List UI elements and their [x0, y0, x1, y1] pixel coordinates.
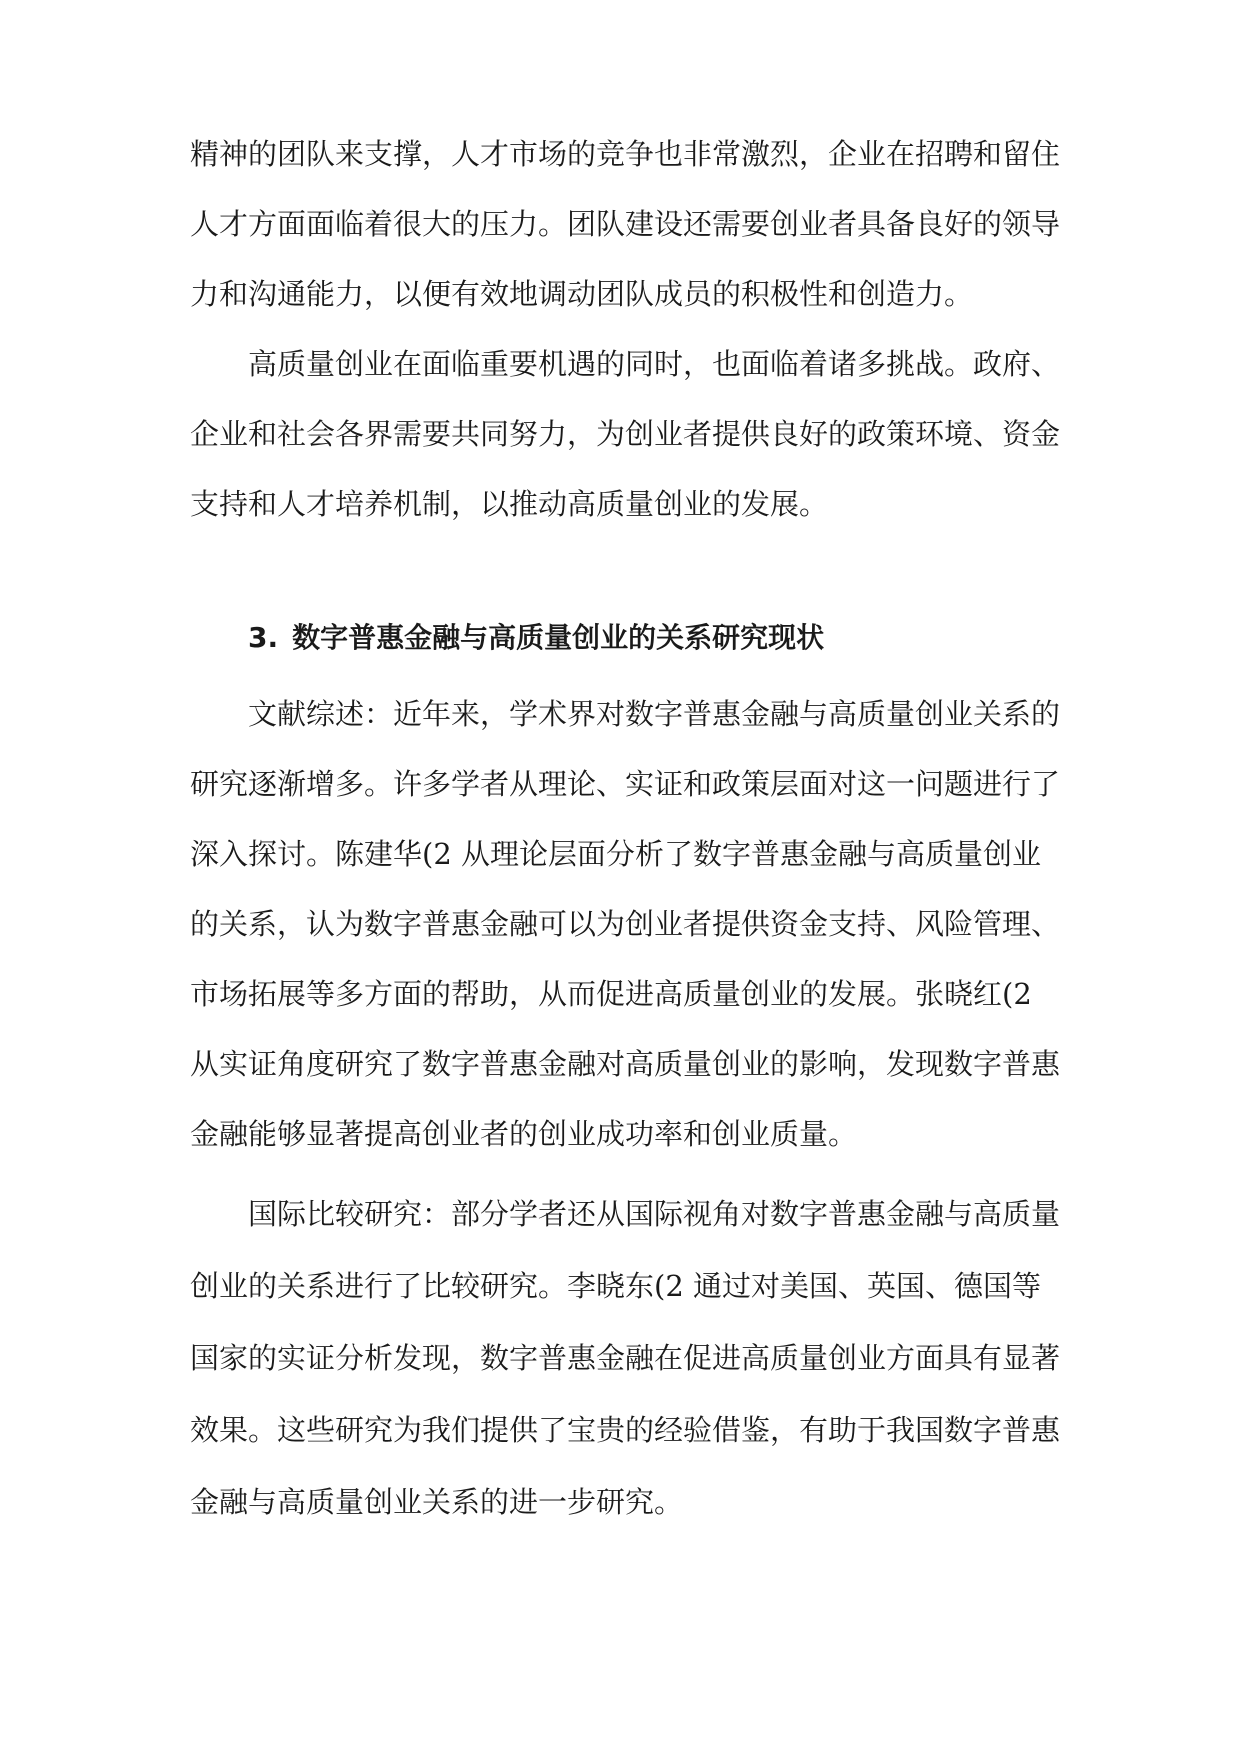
paragraph-line: 深入探讨。陈建华(2 从理论层面分析了数字普惠金融与高质量创业: [190, 837, 1041, 871]
paragraph-line: 金融能够显著提高创业者的创业成功率和创业质量。: [190, 1117, 858, 1151]
paragraph-line: 支持和人才培养机制，以推动高质量创业的发展。: [190, 487, 829, 521]
paragraph-line: 的关系，认为数字普惠金融可以为创业者提供资金支持、风险管理、: [190, 907, 1061, 941]
paragraph-line: 国际比较研究：部分学者还从国际视角对数字普惠金融与高质量: [248, 1197, 1061, 1231]
paragraph-line: 文献综述：近年来，学术界对数字普惠金融与高质量创业关系的: [248, 697, 1061, 731]
paragraph-line: 企业和社会各界需要共同努力，为创业者提供良好的政策环境、资金: [190, 417, 1061, 451]
paragraph-line: 高质量创业在面临重要机遇的同时，也面临着诸多挑战。政府、: [248, 347, 1061, 381]
section-number: 3.: [248, 621, 279, 654]
section-title: 数字普惠金融与高质量创业的关系研究现状: [292, 621, 825, 654]
paragraph-line: 人才方面面临着很大的压力。团队建设还需要创业者具备良好的领导: [190, 207, 1061, 241]
paragraph-line: 市场拓展等多方面的帮助，从而促进高质量创业的发展。张晓红(2: [190, 977, 1032, 1011]
paragraph-line: 金融与高质量创业关系的进一步研究。: [190, 1485, 684, 1519]
paragraph-line: 效果。这些研究为我们提供了宝贵的经验借鉴，有助于我国数字普惠: [190, 1413, 1061, 1447]
paragraph-line: 从实证角度研究了数字普惠金融对高质量创业的影响，发现数字普惠: [190, 1047, 1061, 1081]
paragraph-line: 国家的实证分析发现，数字普惠金融在促进高质量创业方面具有显著: [190, 1341, 1061, 1375]
paragraph-line: 力和沟通能力，以便有效地调动团队成员的积极性和创造力。: [190, 277, 974, 311]
section-heading: [248, 620, 824, 656]
paragraph-line: 研究逐渐增多。许多学者从理论、实证和政策层面对这一问题进行了: [190, 767, 1061, 801]
paragraph-line: 创业的关系进行了比较研究。李晓东(2 通过对美国、英国、德国等: [190, 1269, 1041, 1303]
paragraph-line: 精神的团队来支撑，人才市场的竞争也非常激烈，企业在招聘和留住: [190, 137, 1061, 171]
